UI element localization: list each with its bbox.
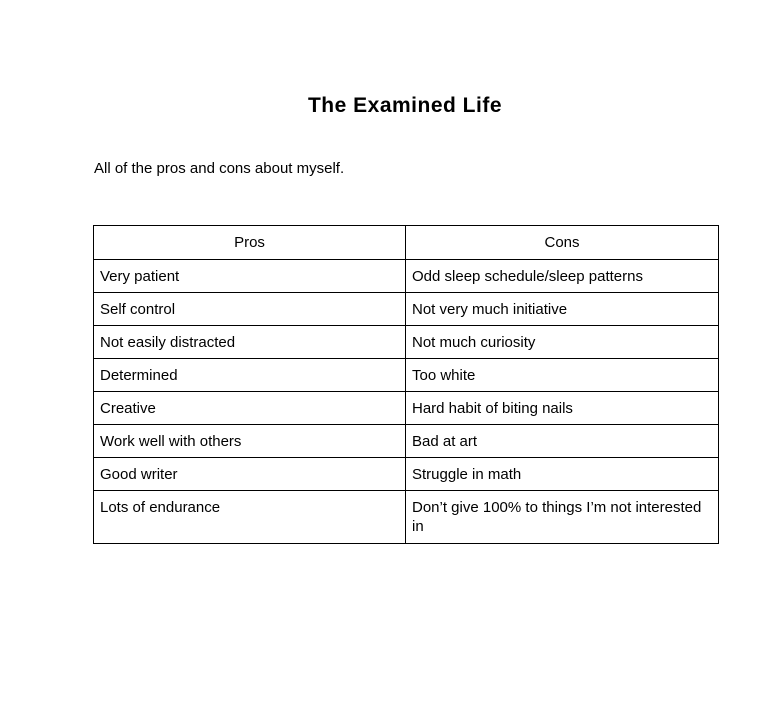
con-cell: Don’t give 100% to things I’m not interested in (406, 491, 719, 544)
con-cell: Struggle in math (406, 458, 719, 491)
pro-cell: Determined (94, 359, 406, 392)
pros-header: Pros (94, 226, 406, 260)
pro-cell: Work well with others (94, 425, 406, 458)
pro-cell: Creative (94, 392, 406, 425)
table-row (94, 359, 719, 392)
table-row (94, 260, 719, 293)
table-row (94, 326, 719, 359)
table-row (94, 458, 719, 491)
con-cell: Odd sleep schedule/sleep patterns (406, 260, 719, 293)
con-cell: Not much curiosity (406, 326, 719, 359)
pro-cell: Not easily distracted (94, 326, 406, 359)
con-cell: Hard habit of biting nails (406, 392, 719, 425)
table-row (94, 425, 719, 458)
pro-cell: Self control (94, 293, 406, 326)
table-row (94, 491, 719, 544)
con-cell: Bad at art (406, 425, 719, 458)
pros-cons-table (93, 225, 719, 544)
con-cell: Too white (406, 359, 719, 392)
cons-header: Cons (406, 226, 719, 260)
document-title: The Examined Life (307, 94, 503, 117)
pro-cell: Lots of endurance (94, 491, 406, 544)
intro-text: All of the pros and cons about myself. (94, 160, 345, 177)
table-header-row (94, 226, 719, 260)
pro-cell: Very patient (94, 260, 406, 293)
table-row (94, 293, 719, 326)
con-cell: Not very much initiative (406, 293, 719, 326)
table-row (94, 392, 719, 425)
pro-cell: Good writer (94, 458, 406, 491)
